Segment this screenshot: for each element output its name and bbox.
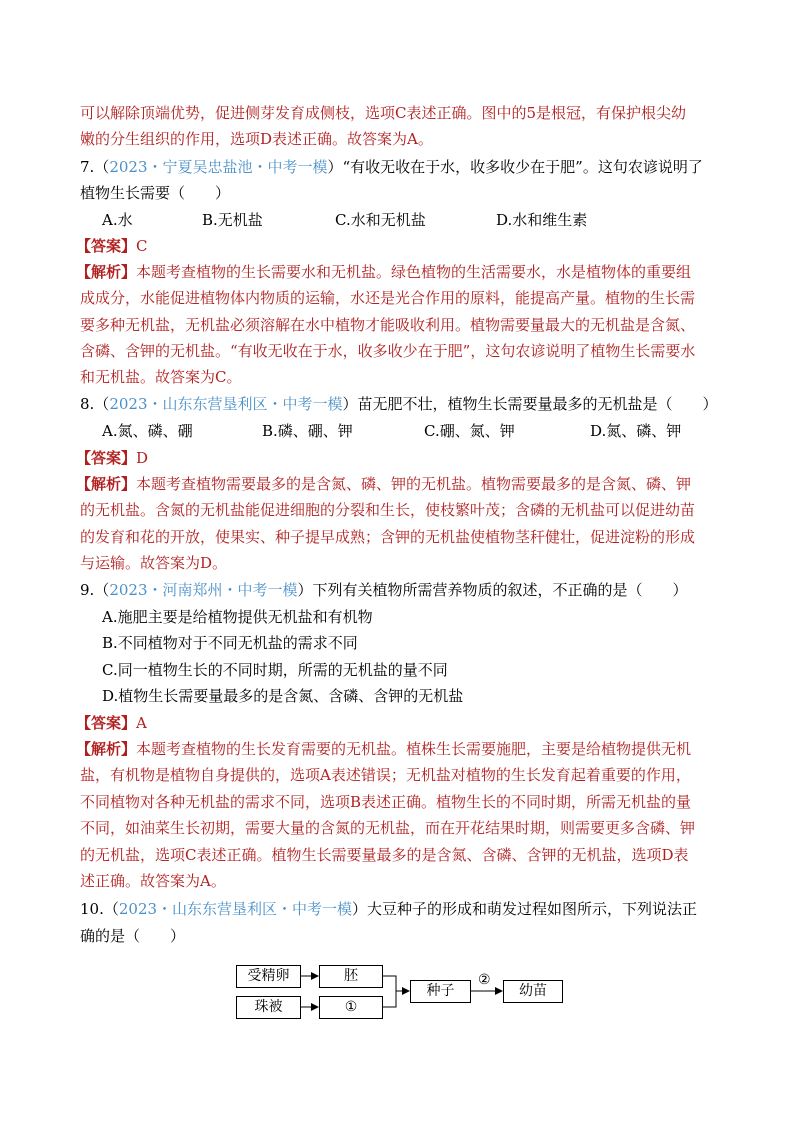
analysis-tag: 【解析】 [76, 263, 137, 281]
answer-value: C [136, 237, 148, 255]
label-blank-2: ② [478, 972, 491, 988]
question-number: 7.（ [80, 158, 110, 176]
question-source: 2023・山东东营垦利区・中考一模 [118, 900, 353, 918]
option-c: C.水和无机盐 [335, 211, 426, 229]
question-number: 9.（ [80, 581, 110, 599]
analysis-9-line-4: 不同，如油菜生长初期，需要大量的含氮的无机盐，而在开花结果时期，则需要更多含磷、钾 [80, 819, 696, 837]
question-text: ）下列有关植物所需营养物质的叙述，不正确的是（ ） [297, 581, 688, 599]
analysis-8-line-2: 的无机盐。含氮的无机盐能促进细胞的分裂和生长，使枝繁叶茂；含磷的无机盐可以促进幼苗 [80, 501, 696, 519]
question-text: ）苗无肥不壮，植物生长需要量最多的无机盐是（ ） [342, 395, 718, 413]
analysis-9-line-6: 述正确。故答案为A。 [80, 872, 226, 890]
box-seed: 种子 [410, 980, 471, 1003]
analysis-tag: 【解析】 [76, 740, 137, 758]
option-d: D.水和维生素 [496, 211, 588, 229]
analysis-text: 本题考查植物需要最多的是含氮、磷、钾的无机盐。植物需要最多的是含氮、磷、钾 [136, 475, 692, 493]
answer-value: A [136, 714, 147, 732]
continuation-line-2: 嫩的分生组织的作用，选项D表述正确。故答案为A。 [80, 130, 433, 148]
option-a: A.水 [102, 211, 133, 229]
option-a: A.施肥主要是给植物提供无机盐和有机物 [102, 608, 373, 626]
question-10-line-2: 确的是（ ） [80, 927, 186, 945]
analysis-9-line-2: 盐，有机物是植物自身提供的，选项A表述错误；无机盐对植物的生长发育起着重要的作用， [80, 766, 691, 784]
option-c: C.硼、氮、钾 [424, 422, 515, 440]
option-d: D.氮、磷、钾 [590, 422, 682, 440]
analysis-tag: 【解析】 [76, 475, 137, 493]
option-b: B.磷、硼、钾 [262, 422, 353, 440]
analysis-7-line-3: 要多种无机盐，无机盐必须溶解在水中植物才能吸收利用。植物需要量最大的无机盐是含氮、 [80, 316, 696, 334]
question-text: ）“有收无收在于水，收多收少在于肥”。这句农谚说明了 [327, 158, 703, 176]
answer-tag: 【答案】 [76, 714, 137, 732]
option-a: A.氮、磷、硼 [102, 422, 193, 440]
analysis-8-line-4: 与运输。故答案为D。 [80, 554, 228, 572]
question-source: 2023・宁夏吴忠盐池・中考一模 [109, 158, 328, 176]
box-embryo: 胚 [319, 965, 383, 988]
question-number: 8.（ [80, 395, 110, 413]
box-seedling: 幼苗 [503, 980, 563, 1003]
analysis-7-line-5: 和无机盐。故答案为C。 [80, 368, 242, 386]
analysis-text: 本题考查植物的生长发育需要的无机盐。植株生长需要施肥，主要是给植物提供无机 [136, 740, 692, 758]
question-text: ）大豆种子的形成和萌发过程如图所示，下列说法正 [352, 900, 698, 918]
question-7-line-2: 植物生长需要（ ） [80, 184, 231, 202]
question-source: 2023・河南郑州・中考一模 [109, 581, 298, 599]
analysis-9-line-5: 的无机盐，选项C表述正确。植物生长需要量最多的是含氮、含磷、含钾的无机盐，选项D表 [80, 846, 689, 864]
question-source: 2023・山东东营垦利区・中考一模 [109, 395, 343, 413]
option-d: D.植物生长需要量最多的是含氮、含磷、含钾的无机盐 [102, 687, 464, 705]
box-fertilized-egg: 受精卵 [236, 965, 301, 988]
analysis-text: 本题考查植物的生长需要水和无机盐。绿色植物的生活需要水，水是植物体的重要组 [136, 263, 692, 281]
bracket-connector [382, 976, 396, 1007]
continuation-line-1: 可以解除顶端优势，促进侧芽发育成侧枝，选项C表述正确。图中的5是根冠，有保护根尖幼 [80, 104, 687, 122]
answer-tag: 【答案】 [76, 237, 137, 255]
answer-value: D [136, 449, 149, 467]
option-b: B.不同植物对于不同无机盐的需求不同 [102, 634, 358, 652]
box-integument: 珠被 [236, 996, 301, 1019]
box-blank-1: ① [319, 996, 383, 1019]
option-b: B.无机盐 [202, 211, 263, 229]
analysis-8-line-3: 的发育和花的开放，使果实、种子提早成熟；含钾的无机盐使植物茎秆健壮，促进淀粉的形成 [80, 528, 696, 546]
option-c: C.同一植物生长的不同时期，所需的无机盐的量不同 [102, 661, 448, 679]
analysis-7-line-4: 含磷、含钾的无机盐。“有收无收在于水，收多收少在于肥”，这句农谚说明了植物生长需要水 [80, 342, 696, 360]
analysis-7-line-2: 成成分，水能促进植物体内物质的运输，水还是光合作用的原料，能提高产量。植物的生长需 [80, 289, 696, 307]
analysis-9-line-3: 不同植物对各种无机盐的需求不同，选项B表述正确。植物生长的不同时期，所需无机盐的量 [80, 793, 692, 811]
answer-tag: 【答案】 [76, 449, 137, 467]
question-number: 10.（ [80, 900, 119, 918]
